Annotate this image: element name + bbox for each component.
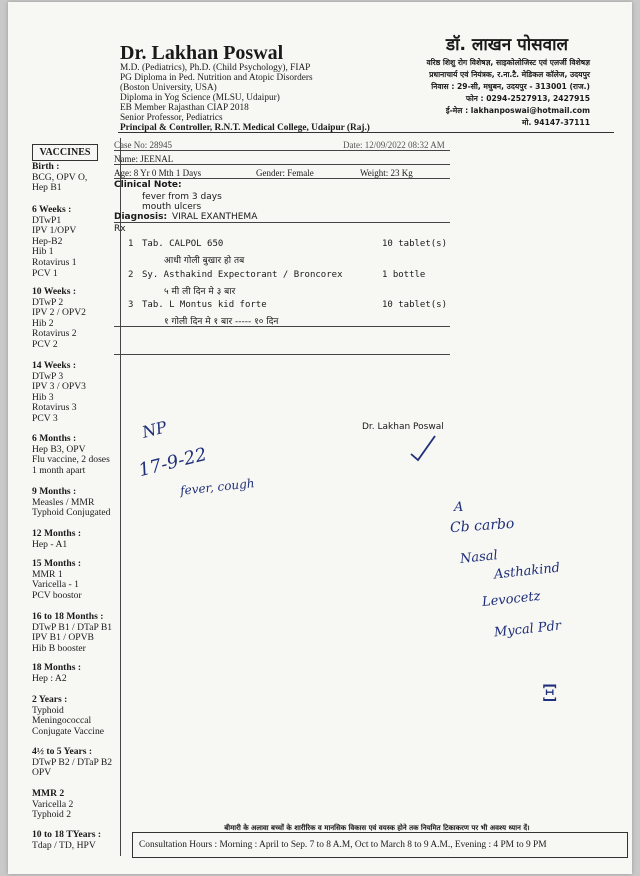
vaccine-item: 1 month apart [32, 464, 86, 476]
vaccine-item: Hib 2 [32, 317, 54, 329]
prescription-paper [8, 2, 632, 874]
qualification-line: (Boston University, USA) [120, 83, 217, 93]
column-divider [120, 138, 121, 856]
handwritten-date: 17-9-22 [136, 443, 209, 482]
patient-age: Age: 8 Yr 0 Mth 1 Days [114, 168, 202, 178]
qualification-line: Diploma in Yog Science (MLSU, Udaipur) [120, 93, 280, 103]
vaccine-group-title: 16 to 18 Months : [32, 611, 104, 622]
rx-bottom-rule [114, 354, 450, 355]
vaccine-item: Flu vaccine, 2 doses [32, 454, 110, 466]
handwritten-note: Asthakind [493, 560, 561, 583]
doctor-position: Principal & Controller, R.N.T. Medical College, Udaipur (Raj.) [120, 123, 370, 133]
vaccine-group [32, 434, 142, 476]
vaccine-group-title: 10 Weeks : [32, 286, 77, 297]
vaccine-group [32, 695, 142, 737]
vaccine-group [32, 361, 142, 425]
vaccine-item: Rotavirus 3 [32, 402, 77, 414]
vaccine-group-title: 4½ to 5 Years : [32, 746, 93, 757]
vaccine-group [32, 287, 142, 351]
vaccine-group-title: Birth : [32, 161, 60, 172]
vaccine-item: Typhoid Conjugated [32, 507, 111, 519]
vaccine-item: BCG, OPV O, [32, 171, 88, 183]
hindi-line: प्रधानाचार्य एवं नियंत्रक, र.ना.टै. मेडिकल कॉलेज, उदयपुर [429, 70, 590, 79]
vaccine-item: PCV 2 [32, 338, 58, 350]
rx-item-number: 1 [128, 239, 134, 249]
handwritten-note: Nasal [459, 548, 499, 567]
signature-name: Dr. Lakhan Poswal [362, 422, 444, 432]
doctor-name: Dr. Lakhan Poswal [120, 42, 284, 64]
rx-item-number: 2 [128, 270, 134, 280]
doctor-name-hindi: डॉ. लाखन पोसवाल [446, 35, 568, 55]
vaccine-item: Conjugate Vaccine [32, 725, 105, 737]
vaccine-item: Varicella 2 [32, 798, 74, 810]
vaccine-item: Hib 1 [32, 246, 54, 258]
rx-instruction: १ गोली दिन मे १ बार ----- १० दिन [164, 317, 279, 327]
hindi-line: निवास : 29-सी, मधुबन, उदयपुर - 313001 (राज.) [431, 82, 590, 91]
qualification-line: M.D. (Pediatrics), Ph.D. (Child Psychology), FIAP [120, 63, 311, 73]
vaccine-group-title: 9 Months : [32, 486, 77, 497]
vaccine-item: PCV boostor [32, 589, 82, 601]
case-number: Case No: 28945 [114, 140, 172, 150]
rx-quantity: 10 tablet(s) [382, 300, 448, 310]
vaccine-item: IPV 3 / OPV3 [32, 381, 86, 393]
hindi-line: फोन : 0294-2527913, 2427915 [465, 94, 590, 103]
vaccine-item: Hep : A2 [32, 672, 67, 684]
vaccine-item: DTwP B2 / DTaP B2 [32, 756, 113, 768]
handwritten-note: A [454, 500, 464, 515]
vaccine-group-title: 12 Months : [32, 528, 82, 539]
info-rule [114, 164, 450, 165]
vaccine-group-title: 2 Years : [32, 694, 68, 705]
handwritten-note: NP [140, 417, 169, 442]
rx-end-rule [114, 326, 450, 327]
vaccine-item: Tdap / TD, HPV [32, 839, 96, 851]
vaccine-item: Meningococcal [32, 715, 92, 727]
vaccine-item: Rotavirus 1 [32, 256, 77, 268]
vaccine-item: Rotavirus 2 [32, 328, 77, 340]
patient-gender: Gender: Female [256, 168, 314, 178]
info-rule [114, 222, 450, 223]
vaccine-group-title: 18 Months : [32, 662, 82, 673]
vaccine-item: DTwP1 [32, 214, 62, 226]
vaccine-group-title: 6 Weeks : [32, 204, 72, 215]
handwritten-note: Levocetz [481, 588, 542, 611]
vaccine-item: Typhoid 2 [32, 809, 72, 821]
hindi-line: ई-मेल : lakhanposwai@hotmail.com [445, 106, 590, 115]
vaccine-group [32, 663, 142, 684]
consultation-hours-text: Consultation Hours : Morning : April to Sep. 7 to 8 A.M, Oct to March 8 to 9 A.M., Evening : 4 PM to 9 PM [139, 840, 547, 850]
vaccine-group-title: 15 Months : [32, 558, 82, 569]
handwritten-note: fever, cough [179, 476, 256, 498]
vaccines-title: VACCINES [32, 144, 98, 161]
handwritten-mark: Ξ [542, 682, 558, 707]
rx-item-number: 3 [128, 300, 134, 310]
vaccine-group-title: MMR 2 [32, 788, 65, 799]
qualification-line: PG Diploma in Ped. Nutrition and Atopic Disorders [120, 73, 313, 83]
vaccine-group-title: 6 Months : [32, 433, 77, 444]
vaccine-item: Hep B1 [32, 182, 62, 194]
vaccine-group [32, 559, 142, 601]
vaccine-item: Hib 3 [32, 391, 54, 403]
vaccine-item: DTwP B1 / DTaP B1 [32, 621, 113, 633]
vaccine-item: Typhoid [32, 704, 64, 716]
rx-instruction: ५ मी ली दिन मे ३ बार [164, 287, 236, 297]
clinical-note: fever from 3 days [142, 192, 222, 202]
rx-drug: Tab. L Montus kid forte [142, 300, 267, 310]
clinical-note-label: Clinical Note: [114, 180, 182, 190]
vaccine-item: DTwP 3 [32, 370, 64, 382]
vaccine-item: DTwP 2 [32, 296, 64, 308]
rx-instruction: आधी गोली बुखार हो तब [164, 256, 245, 266]
vaccine-item: PCV 1 [32, 267, 58, 279]
footer-note: बीमारी के अलावा बच्चों के शारीरिक व मानसिक विकास एवं वयस्क होने तक नियमित टिकाकरण पर भी अवश्य ध्यान दें। [224, 824, 530, 832]
patient-name: Name: JEENAL [114, 154, 174, 164]
info-rule [114, 150, 450, 151]
patient-weight: Weight: 23 Kg [360, 168, 413, 178]
clinical-note: mouth ulcers [142, 202, 202, 212]
qualification-line: Senior Professor, Pediatrics [120, 113, 223, 123]
tick-mark-icon [408, 432, 438, 462]
rx-quantity: 10 tablet(s) [382, 239, 448, 249]
vaccine-item: Hib B booster [32, 642, 86, 654]
vaccine-item: Hep - A1 [32, 538, 68, 550]
vaccine-item: PCV 3 [32, 412, 58, 424]
vaccine-item: OPV [32, 767, 52, 779]
diagnosis-value: VIRAL EXANTHEMA [172, 212, 258, 222]
vaccine-group-title: 10 to 18 TYears : [32, 829, 102, 840]
vaccine-item: Hep B3, OPV [32, 443, 86, 455]
vaccine-group [32, 612, 142, 654]
vaccine-item: MMR 1 [32, 568, 63, 580]
qualification-line: EB Member Rajasthan CIAP 2018 [120, 103, 249, 113]
rx-quantity: 1 bottle [382, 270, 426, 280]
consultation-hours [132, 832, 628, 858]
vaccine-item: IPV 2 / OPV2 [32, 307, 86, 319]
vaccine-group [32, 789, 142, 821]
vaccine-group [32, 529, 142, 550]
handwritten-note: Cb carbo [449, 515, 515, 537]
handwritten-note: Mycal Pdr [493, 618, 562, 641]
vaccine-item: Varicella - 1 [32, 579, 79, 591]
rx-symbol: Rx [114, 224, 126, 234]
header-divider [118, 132, 614, 133]
vaccine-group-title: 14 Weeks : [32, 360, 77, 371]
rx-drug: Sy. Asthakind Expectorant / Broncorex [142, 270, 343, 280]
diagnosis-label: Diagnosis: [114, 212, 168, 222]
visit-date: Date: 12/09/2022 08:32 AM [343, 140, 445, 150]
vaccine-item: IPV B1 / OPVB [32, 632, 94, 644]
vaccine-group [32, 487, 142, 519]
info-rule [114, 178, 450, 179]
vaccine-group [32, 747, 142, 779]
vaccine-item: IPV 1/OPV [32, 225, 77, 237]
vaccine-group [32, 830, 142, 851]
vaccine-item: Measles / MMR [32, 496, 95, 508]
hindi-line: वरिष्ठ शिशु रोग विशेषज्ञ, साइकोलोजिस्ट एवं एलर्जी विशेषज्ञ [426, 58, 590, 67]
rx-drug: Tab. CALPOL 650 [142, 239, 224, 249]
hindi-line: मो. 94147-37111 [521, 118, 590, 127]
vaccine-item: Hep-B2 [32, 235, 63, 247]
